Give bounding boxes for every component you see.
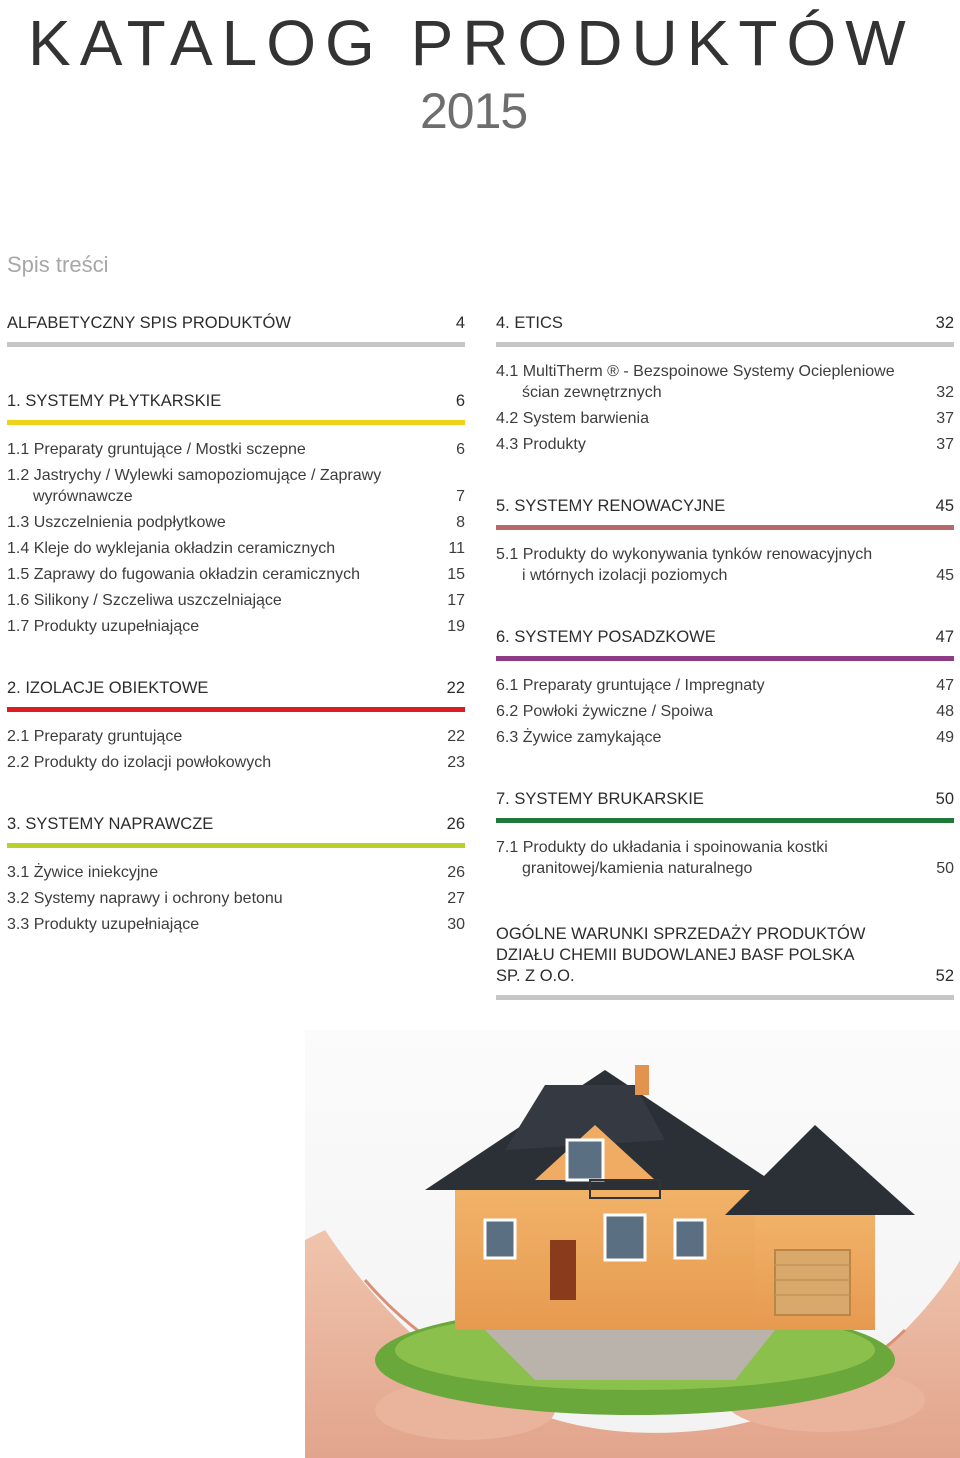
section-page: 45	[935, 497, 954, 515]
toc-item-label: 1.5 Zaprawy do fugowania okładzin ceramicznych	[7, 566, 361, 583]
section-label: 7. SYSTEMY BRUKARSKIE	[496, 790, 704, 808]
toc-item-label: 1.2 Jastrychy / Wylewki samopoziomujące / Zaprawy	[7, 467, 382, 484]
toc-items	[496, 544, 954, 586]
toc-section-alphabetical[interactable]	[7, 312, 465, 334]
toc-item-page: 7	[456, 488, 465, 505]
toc-section-insulation[interactable]	[7, 677, 465, 699]
section-label: 5. SYSTEMY RENOWACYJNE	[496, 497, 726, 515]
section-label: 1. SYSTEMY PŁYTKARSKIE	[7, 392, 222, 410]
toc-item-page: 26	[447, 864, 465, 881]
section-label: 2. IZOLACJE OBIEKTOWE	[7, 679, 209, 697]
toc-item[interactable]	[7, 914, 465, 935]
toc-item-label: 1.1 Preparaty gruntujące / Mostki sczepne	[7, 441, 306, 458]
toc-item[interactable]	[496, 544, 954, 586]
toc-item-page: 50	[936, 860, 954, 877]
toc-item-page: 8	[456, 514, 465, 531]
toc-items	[496, 837, 954, 879]
toc-item-page: 45	[936, 567, 954, 584]
toc-item-label: 1.7 Produkty uzupełniające	[7, 618, 200, 635]
toc-item[interactable]	[496, 361, 954, 403]
toc-item[interactable]	[496, 727, 954, 748]
toc-item[interactable]	[7, 512, 465, 533]
toc-item-label: 7.1 Produkty do układania i spoinowania kostki	[496, 839, 828, 856]
toc-items	[7, 862, 465, 935]
section-label: ALFABETYCZNY SPIS PRODUKTÓW	[7, 314, 291, 332]
toc-item[interactable]	[7, 616, 465, 637]
toc-item-page: 22	[447, 728, 465, 745]
toc-section-repair[interactable]	[7, 813, 465, 835]
toc-item-page: 17	[447, 592, 465, 609]
section-page: 26	[446, 815, 465, 833]
house-in-hands-photo	[305, 1030, 960, 1458]
toc-section-tiling[interactable]	[7, 390, 465, 412]
toc-heading: Spis treści	[7, 252, 109, 277]
toc-item-label: 3.2 Systemy naprawy i ochrony betonu	[7, 890, 283, 907]
toc-left-column	[7, 312, 465, 940]
section-label: DZIAŁU CHEMII BUDOWLANEJ BASF POLSKA	[496, 946, 855, 964]
toc-items	[7, 726, 465, 773]
toc-item[interactable]	[7, 862, 465, 883]
section-label: SP. Z O.O.	[496, 967, 575, 985]
toc-item-page: 19	[447, 618, 465, 635]
toc-item-label: 2.2 Produkty do izolacji powłokowych	[7, 754, 272, 771]
toc-item-label: 1.4 Kleje do wyklejania okładzin ceramicznych	[7, 540, 336, 557]
toc-item-label: 6.2 Powłoki żywiczne / Spoiwa	[496, 703, 713, 720]
toc-item-page: 11	[448, 540, 465, 557]
section-page: 47	[935, 628, 954, 646]
toc-item-label: 1.3 Uszczelnienia podpłytkowe	[7, 514, 226, 531]
toc-item[interactable]	[496, 701, 954, 722]
toc-section-terms[interactable]	[496, 924, 954, 987]
toc-item-label-continued: granitowej/kamienia naturalnego	[522, 860, 753, 877]
toc-item-label: 4.2 System barwienia	[496, 410, 649, 427]
section-page: 4	[455, 314, 465, 332]
section-label: 3. SYSTEMY NAPRAWCZE	[7, 815, 214, 833]
toc-item-label: 6.3 Żywice zamykające	[496, 729, 662, 746]
catalog-year: 2015	[420, 83, 528, 139]
section-rule	[496, 995, 954, 1000]
toc-item-label: 4.3 Produkty	[496, 436, 586, 453]
section-page: 50	[935, 790, 954, 808]
section-label: 6. SYSTEMY POSADZKOWE	[496, 628, 716, 646]
toc-item-page: 48	[936, 703, 954, 720]
toc-item[interactable]	[7, 726, 465, 747]
section-label: 4. ETICS	[496, 314, 563, 332]
toc-item-label: 5.1 Produkty do wykonywania tynków renowacyjnych	[496, 546, 873, 563]
toc-item[interactable]	[7, 465, 465, 507]
toc-item[interactable]	[7, 538, 465, 559]
toc-item[interactable]	[7, 888, 465, 909]
toc-item-label: 4.1 MultiTherm ® - Bezspoinowe Systemy Ociepleniowe	[496, 363, 895, 380]
toc-items	[7, 439, 465, 637]
section-label: OGÓLNE WARUNKI SPRZEDAŻY PRODUKTÓW	[496, 925, 866, 943]
toc-item-label-continued: ścian zewnętrznych	[522, 384, 662, 401]
toc-item-label: 2.1 Preparaty gruntujące	[7, 728, 183, 745]
toc-item[interactable]	[7, 590, 465, 611]
toc-item[interactable]	[7, 564, 465, 585]
toc-section-renovation[interactable]	[496, 495, 954, 517]
toc-item[interactable]	[496, 434, 954, 455]
toc-item-label: 6.1 Preparaty gruntujące / Impregnaty	[496, 677, 765, 694]
toc-items	[496, 361, 954, 455]
section-page: 32	[935, 314, 954, 332]
toc-item[interactable]	[7, 439, 465, 460]
section-page: 6	[455, 392, 465, 410]
toc-item-label: 3.3 Produkty uzupełniające	[7, 916, 200, 933]
toc-section-paving[interactable]	[496, 788, 954, 810]
toc-item[interactable]	[496, 837, 954, 879]
toc-item[interactable]	[7, 752, 465, 773]
toc-item-label: 1.6 Silikony / Szczeliwa uszczelniające	[7, 592, 282, 609]
toc-item-label: 3.1 Żywice iniekcyjne	[7, 864, 159, 881]
toc-item[interactable]	[496, 408, 954, 429]
toc-item-page: 30	[447, 916, 465, 933]
section-page: 22	[446, 679, 465, 697]
toc-item-page: 49	[936, 729, 954, 746]
toc-item-page: 37	[936, 410, 954, 427]
toc-item-page: 47	[936, 677, 954, 694]
toc-item-page: 6	[456, 441, 465, 458]
toc-item[interactable]	[496, 675, 954, 696]
toc-right-column	[496, 312, 954, 1000]
toc-items	[496, 675, 954, 748]
toc-item-label-continued: i wtórnych izolacji poziomych	[522, 567, 728, 584]
toc-item-page: 15	[447, 566, 465, 583]
toc-item-page: 23	[447, 754, 465, 771]
toc-section-etics[interactable]	[496, 312, 954, 334]
toc-item-page: 27	[447, 890, 465, 907]
toc-item-page: 32	[936, 384, 954, 401]
toc-section-flooring[interactable]	[496, 626, 954, 648]
catalog-title: KATALOG PRODUKTÓW	[28, 7, 915, 79]
section-page: 52	[935, 967, 954, 985]
toc-item-label-continued: wyrównawcze	[33, 488, 133, 505]
toc-item-page: 37	[936, 436, 954, 453]
